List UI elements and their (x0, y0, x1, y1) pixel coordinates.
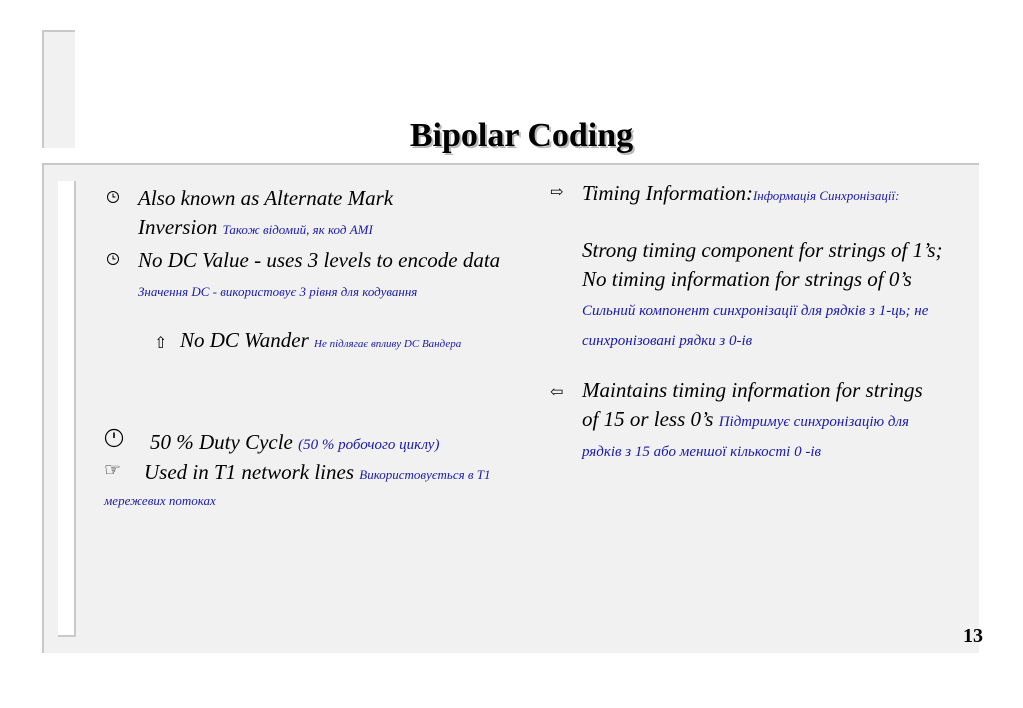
left-bullet-ami (138, 184, 438, 244)
left-bullet-duty-cycle (150, 429, 520, 458)
clock-icon (106, 190, 120, 209)
right-bullet-maintains-ua: Підтримує синхронізацію для рядків з 15 або меншої кількості 0 -ів (582, 414, 909, 460)
arrow-left-outline-icon: ⇦ (550, 384, 564, 401)
right-bullet-maintains-en: Maintains timing information for strings of 15 or less 0’s (582, 378, 923, 431)
decorative-left-edge (42, 165, 44, 653)
pointing-hand-icon: ☞ (104, 460, 122, 481)
arrow-right-outline-icon: ⇨ (550, 184, 564, 201)
arrow-up-icon: ⇧ (154, 335, 168, 352)
stopwatch-icon (104, 428, 124, 453)
right-bullet-timing (582, 180, 912, 209)
right-timing-body-ua: Сильний компонент синхронізації для рядків з 1-ць; не синхронізовані рядки з 0-ів (582, 303, 929, 349)
left-bullet-duty-cycle-en: 50 % Duty Cycle (150, 430, 293, 454)
right-bullet-maintains (582, 376, 942, 465)
left-bullet-t1-ua: Використовується в T1 мережевих потоках (104, 467, 491, 508)
left-subbullet-dc-wander-ua: Не підлягає впливу DC Вандера (314, 338, 462, 350)
left-bullet-t1-en: Used in T1 network lines (144, 460, 354, 484)
left-bullet-ami-ua: Також відомий, як код AMI (222, 222, 373, 237)
decorative-bar-body (58, 181, 76, 637)
left-bullet-no-dc-en: No DC Value - uses 3 levels to encode data (138, 248, 501, 272)
right-timing-body-en: Strong timing component for strings of 1’s; No timing information for strings of 0’s (582, 238, 943, 291)
left-bullet-ami-en: Also known as Alternate Mark Inversion (138, 186, 394, 239)
right-bullet-timing-ua: Інформація Синхронізації: (752, 188, 900, 203)
left-subbullet-dc-wander-en: No DC Wander (180, 328, 309, 352)
page-title: Bipolar Coding (409, 117, 634, 154)
left-bullet-duty-cycle-ua: (50 % робочого циклу) (298, 437, 440, 453)
left-bullet-no-dc (138, 246, 508, 304)
left-subbullet-dc-wander (180, 328, 470, 352)
clock-icon (106, 252, 120, 271)
right-bullet-timing-en: Timing Information: (582, 181, 753, 205)
title-divider (42, 163, 979, 165)
right-timing-body (582, 236, 960, 354)
left-bullet-t1 (104, 459, 516, 511)
page-number: 13 (963, 625, 983, 647)
left-bullet-no-dc-ua: Значення DC - використовує 3 рівня для кодування (138, 284, 418, 299)
